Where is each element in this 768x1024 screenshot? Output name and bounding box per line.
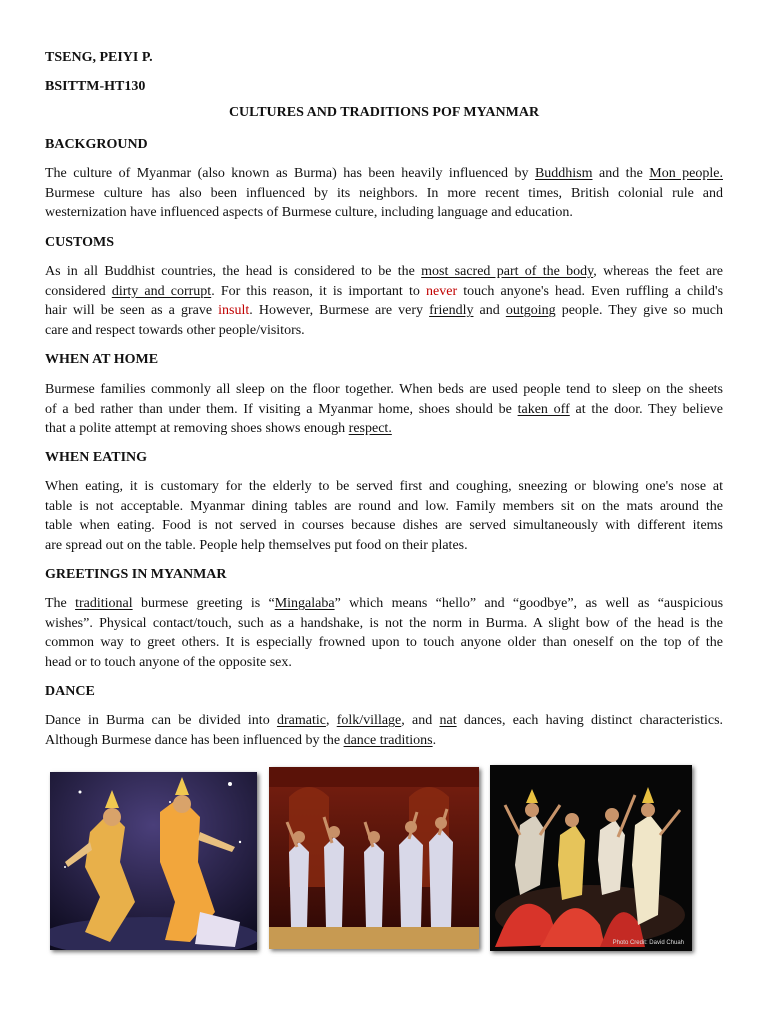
heading-background: BACKGROUND — [45, 137, 148, 152]
text-line: The traditional burmese greeting is “Mingalaba” which means “hello” and “goodbye”, as well as “auspicious — [45, 596, 724, 611]
text-line: table is not acceptable. Myanmar dining tables are round and low. Family members sit on the mats around the — [45, 498, 723, 514]
heading-customs: CUSTOMS — [45, 235, 114, 250]
paragraph-background — [45, 164, 723, 223]
text-line: westernization have influenced aspects of Burmese culture, including language and education. — [45, 205, 573, 220]
folk-dance-illustration — [269, 767, 479, 949]
text-line: Dance in Burma can be divided into dramatic, folk/village, and nat dances, each having distinct characteristics. — [45, 713, 724, 728]
text-line: Burmese families commonly all sleep on the floor together. When beds are used people tend to sleep on the sheets — [45, 382, 723, 397]
heading-when-eating: WHEN EATING — [45, 450, 148, 465]
nat-dance-illustration — [490, 765, 692, 951]
text-line: As in all Buddhist countries, the head is considered to be the most sacred part of the body, whereas the feet are — [45, 264, 724, 279]
dance-photo-nat — [490, 765, 692, 951]
text-line: care and respect towards other people/visitors. — [45, 322, 305, 338]
heading-when-at-home: WHEN AT HOME — [45, 352, 159, 367]
paragraph-customs — [45, 262, 723, 340]
text-line: are spread out on the table. People help themselves put food on their plates. — [45, 537, 468, 553]
author-name: TSENG, PEIYI P. — [45, 50, 153, 65]
paragraph-dance — [45, 711, 723, 750]
text-line: common way to greet others. It is especially frowned upon to touch anyone older than oneself on the top of the — [45, 635, 723, 650]
dramatic-dance-illustration — [50, 772, 257, 950]
text-line: that a polite attempt at removing shoes shows enough respect. — [45, 421, 392, 436]
text-line: wishes”. Physical contact/touch, such as a handshake, is not the norm in Burma. A slight bow of the head is the — [45, 615, 723, 631]
paragraph-greetings — [45, 594, 723, 672]
heading-greetings: GREETINGS IN MYANMAR — [45, 567, 227, 582]
text-line: Although Burmese dance has been influenced by the dance traditions. — [45, 732, 437, 748]
dance-photo-dramatic — [50, 772, 257, 950]
text-line: of a bed rather than under them. If visiting a Myanmar home, shoes should be taken off at the door. They believe — [45, 401, 724, 417]
photo-credit: Photo Credit: David Chuah — [612, 940, 684, 946]
text-line: The culture of Myanmar (also known as Burma) has been heavily influenced by Buddhism and the Mon people. — [45, 166, 723, 181]
paragraph-when-eating — [45, 477, 723, 555]
text-line: Burmese culture has also been influenced by its neighbors. In more recent times, British colonial rule and — [45, 185, 723, 201]
text-line: When eating, it is customary for the elderly to be served first and coughing, sneezing or blowing one's nose at — [45, 479, 723, 494]
heading-dance: DANCE — [45, 684, 95, 699]
text-line: table when eating. Food is not served in courses because dishes are served simultaneously with different items — [45, 518, 723, 533]
course-code: BSITTM-HT130 — [45, 79, 146, 94]
text-line: head or to touch anyone of the opposite sex. — [45, 654, 292, 670]
text-line: hair will be seen as a grave insult. However, Burmese are very friendly and outgoing people. They give so much — [45, 303, 723, 318]
document-title: CULTURES AND TRADITIONS POF MYANMAR — [228, 105, 540, 120]
paragraph-when-at-home — [45, 380, 723, 439]
dance-photo-folk — [269, 767, 479, 949]
text-line: considered dirty and corrupt. For this reason, it is important to never touch anyone's head. Even ruffling a child's — [45, 283, 724, 299]
